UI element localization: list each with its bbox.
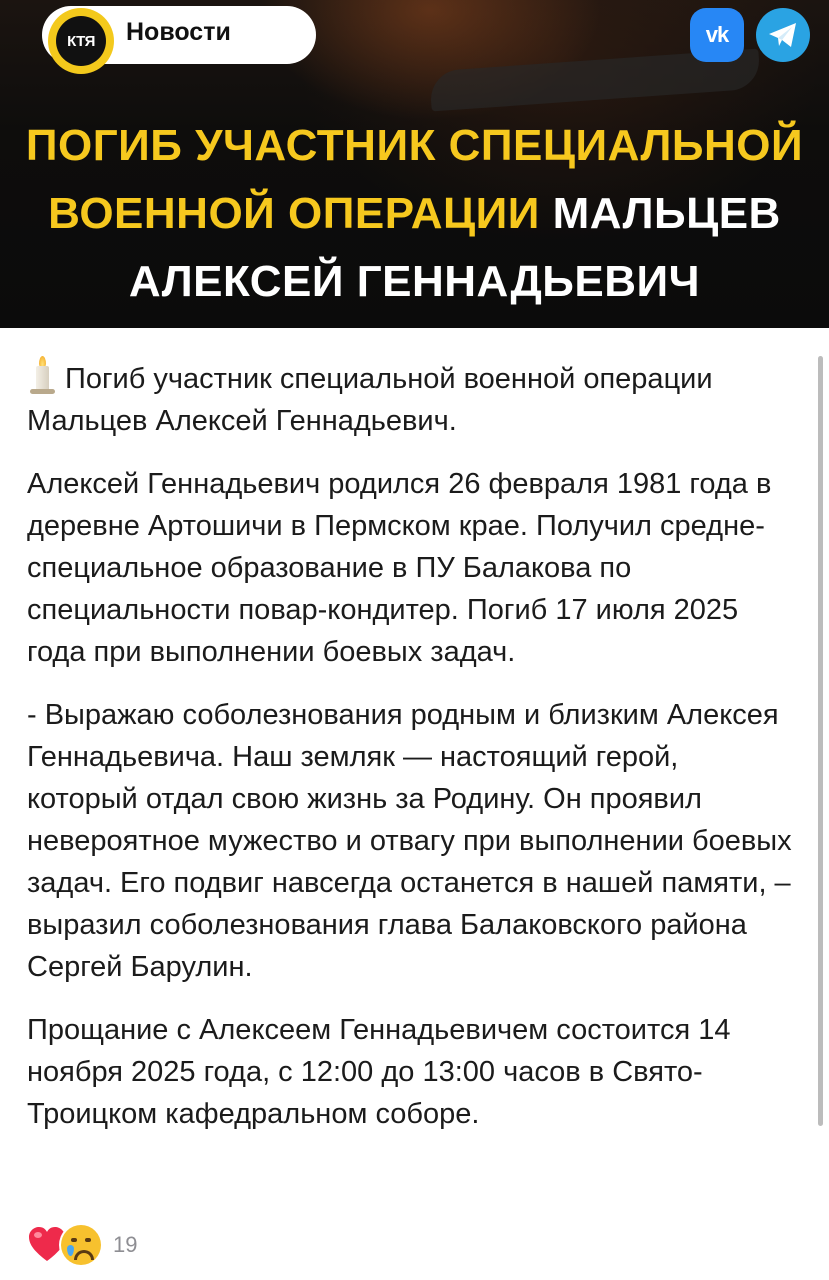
headline-yellow-part: ПОГИБ УЧАСТНИК СПЕЦИАЛЬНОЙ bbox=[25, 121, 804, 170]
banner-headline bbox=[0, 112, 829, 316]
crying-face-icon[interactable] bbox=[61, 1225, 101, 1265]
headline-white-part: МАЛЬЦЕВ bbox=[552, 189, 781, 238]
candle-icon bbox=[27, 356, 57, 394]
post-text bbox=[27, 356, 797, 1156]
headline-line-2 bbox=[0, 180, 829, 248]
vk-icon[interactable] bbox=[690, 8, 744, 62]
channel-logo bbox=[48, 8, 114, 74]
reactions-bar[interactable] bbox=[27, 1220, 137, 1270]
paragraph-text: Погиб участник специальной военной операции Мальцев Алексей Геннадьевич. bbox=[27, 363, 713, 437]
post-banner-image bbox=[0, 0, 829, 328]
post-paragraph: Алексей Геннадьевич родился 26 февраля 1981 года в деревне Артошичи в Пермском крае. Получил средне-специальное образование в ПУ Балакова по специальности повар-кондитер. Погиб 17 июля 2025 года при выполнении боевых задач. bbox=[27, 468, 772, 668]
headline-yellow-part-2: ВОЕННОЙ ОПЕРАЦИИ bbox=[48, 189, 540, 238]
headline-name: АЛЕКСЕЙ ГЕННАДЬЕВИЧ bbox=[128, 257, 701, 306]
scrollbar[interactable] bbox=[818, 356, 823, 1126]
logo-text: КТЯ bbox=[56, 16, 106, 66]
telegram-icon[interactable] bbox=[756, 8, 810, 62]
post-paragraph: Прощание с Алексеем Геннадьевичем состоится 14 ноября 2025 года, с 12:00 до 13:00 часов в Свято-Троицком кафедральном соборе. bbox=[27, 1014, 731, 1130]
reaction-count: 19 bbox=[113, 1232, 138, 1257]
post-paragraph bbox=[27, 356, 797, 442]
headline-line-3 bbox=[0, 248, 829, 316]
headline-line-1 bbox=[0, 112, 829, 180]
vk-label: vk bbox=[705, 22, 729, 47]
post-paragraph: - Выражаю соболезнования родным и близким Алексея Геннадьевича. Наш земляк — настоящий герой, который отдал свою жизнь за Родину. Он проявил невероятное мужество и отвагу при выполнении боевых задач. Его подвиг навсегда останется в нашей памяти, – выразил соболезнования глава Балаковского района Сергей Барулин. bbox=[27, 699, 792, 983]
channel-label: Новости bbox=[126, 18, 231, 46]
paper-plane-icon bbox=[768, 22, 798, 48]
